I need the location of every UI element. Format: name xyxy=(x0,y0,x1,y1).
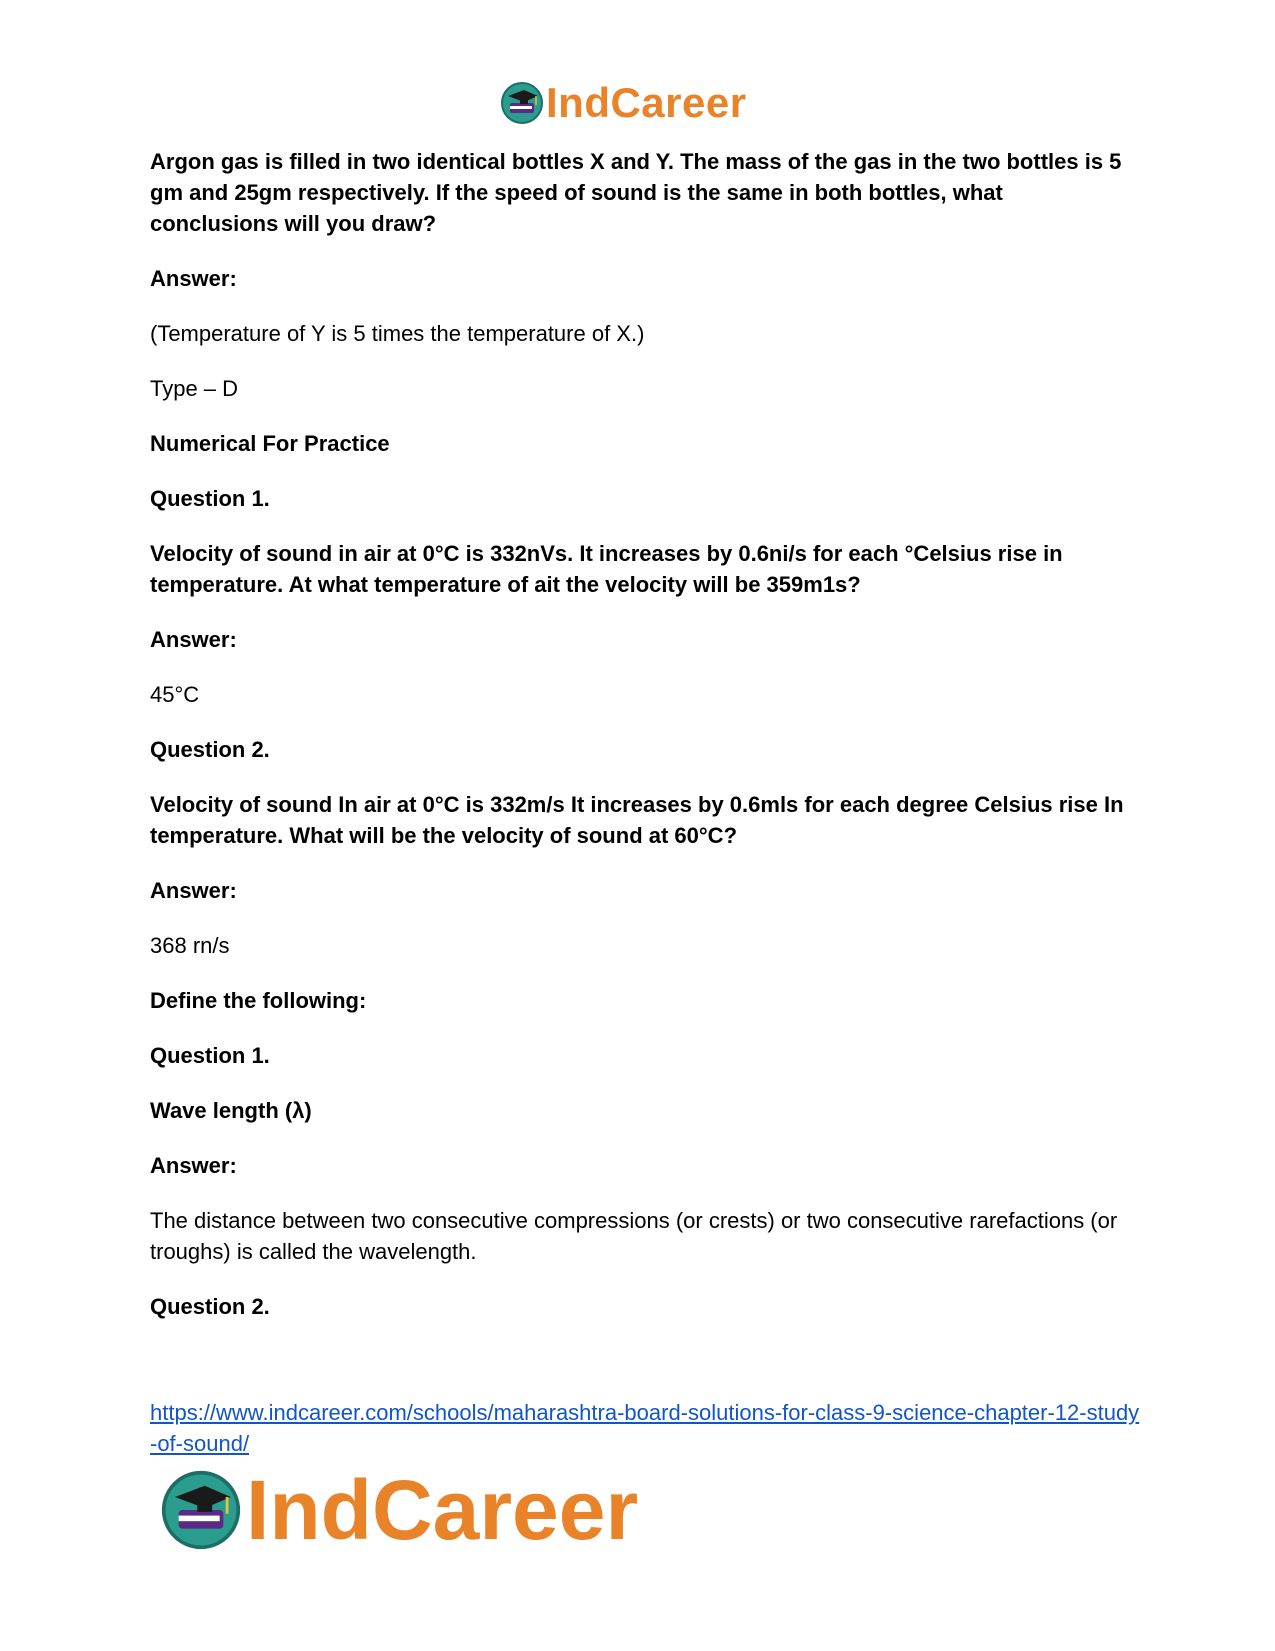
paragraph: Velocity of sound in air at 0°C is 332nVs. It increases by 0.6ni/s for each °Celsius rise in temperature. At what temperature of ait the velocity will be 359m1s? xyxy=(150,541,1063,597)
paragraph: Answer: xyxy=(150,266,237,291)
document-body xyxy=(150,146,1130,1346)
footer-logo-text: IndCareer xyxy=(246,1463,639,1557)
paragraph: 368 rn/s xyxy=(150,933,230,958)
paragraph: (Temperature of Y is 5 times the temperature of X.) xyxy=(150,321,645,346)
header-logo-text: IndCareer xyxy=(546,79,747,126)
paragraph: Velocity of sound In air at 0°C is 332m/s It increases by 0.6mls for each degree Celsius rise In temperature. What will be the velocity of sound at 60°C? xyxy=(150,792,1124,848)
paragraph: Answer: xyxy=(150,1153,237,1178)
paragraph: Question 2. xyxy=(150,1294,270,1319)
paragraph: Define the following: xyxy=(150,988,367,1013)
paragraph: Question 1. xyxy=(150,486,270,511)
footer-logo xyxy=(160,1460,638,1560)
paragraph: Answer: xyxy=(150,878,237,903)
indcareer-emblem-icon xyxy=(160,1469,242,1551)
source-link[interactable]: https://www.indcareer.com/schools/maharashtra-board-solutions-for-class-9-science-chapter-12-study-of-sound/ xyxy=(150,1400,1140,1456)
paragraph: Question 2. xyxy=(150,737,270,762)
header-logo xyxy=(500,78,747,128)
indcareer-emblem-icon xyxy=(500,81,544,125)
paragraph: The distance between two consecutive compressions (or crests) or two consecutive rarefactions (or troughs) is called the wavelength. xyxy=(150,1208,1118,1264)
paragraph: Numerical For Practice xyxy=(150,431,390,456)
paragraph: Wave length (λ) xyxy=(150,1098,312,1123)
paragraph: Argon gas is filled in two identical bottles X and Y. The mass of the gas in the two bottles is 5 gm and 25gm respectively. If the speed of sound is the same in both bottles, what conclusions will you draw? xyxy=(150,149,1122,236)
paragraph: 45°C xyxy=(150,682,200,707)
paragraph: Question 1. xyxy=(150,1043,270,1068)
paragraph: Answer: xyxy=(150,627,237,652)
paragraph: Type – D xyxy=(150,376,239,401)
